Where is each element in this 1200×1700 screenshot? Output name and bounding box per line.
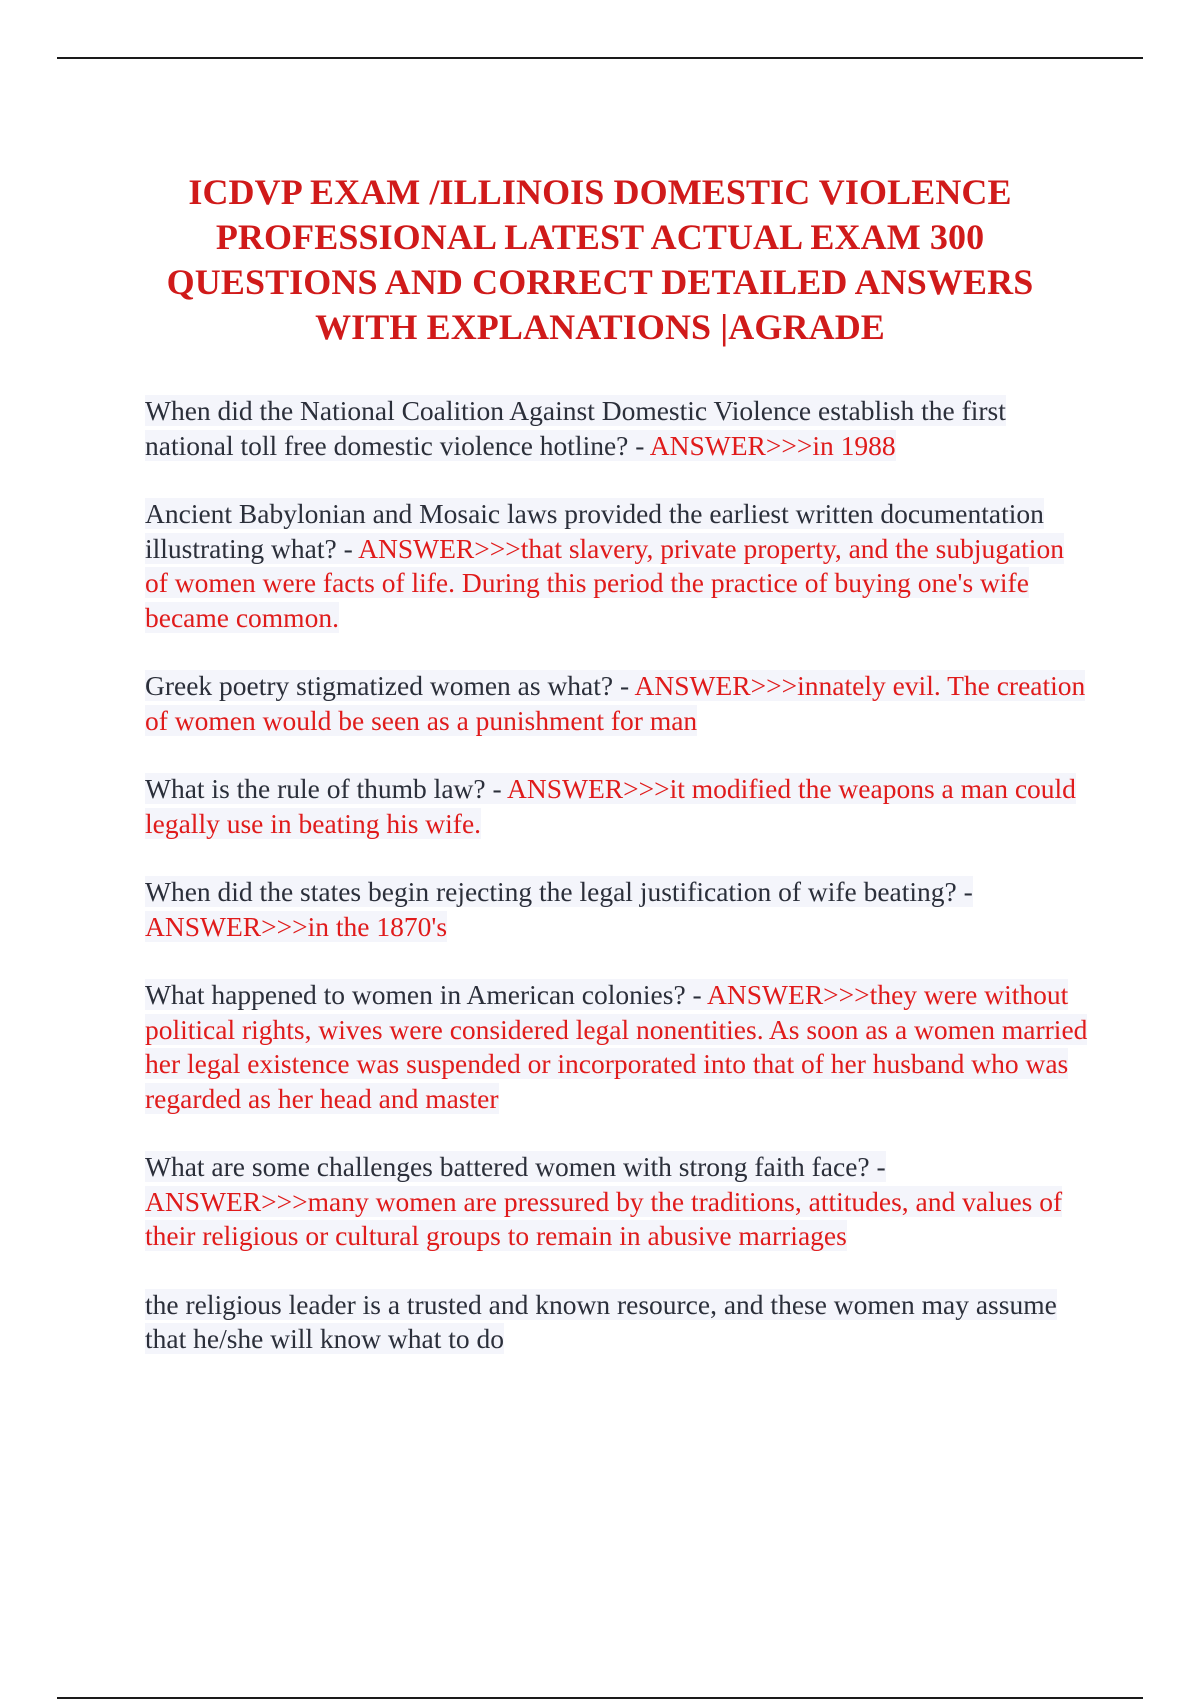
answer-text: ANSWER>>>in 1988	[649, 429, 896, 461]
question-text: What are some challenges battered women with strong faith face? -	[145, 1151, 886, 1182]
question-text: When did the states begin rejecting the legal justification of wife beating? -	[145, 876, 973, 907]
answer-text: ANSWER>>>that slavery, private property, and the subjugation of women were facts of life. During this period the practice of buying one's wife became common.	[145, 532, 1064, 633]
top-rule	[57, 57, 1143, 59]
qa-item	[145, 394, 1090, 463]
bottom-rule	[57, 1697, 1143, 1699]
answer-text: ANSWER>>>they were without political rights, wives were considered legal nonentities. As soon as a women married her legal existence was suspended or incorporated into that of her husband who was regarded as her head and master	[145, 979, 1088, 1114]
question-text: What happened to women in American colonies? -	[145, 979, 708, 1010]
answer-text: ANSWER>>>it modified the weapons a man could legally use in beating his wife.	[145, 773, 1076, 839]
answer-text: ANSWER>>>many women are pressured by the traditions, attitudes, and values of their religious or cultural groups to remain in abusive marriages	[145, 1185, 1063, 1251]
qa-item	[145, 978, 1090, 1116]
continuation-text: the religious leader is a trusted and known resource, and these women may assume that he/she will know what to do	[145, 1288, 1057, 1354]
question-text: Greek poetry stigmatized women as what? -	[145, 670, 635, 701]
question-text: When did the National Coalition Against Domestic Violence establish the first national toll free domestic violence hotline? -	[145, 395, 1006, 461]
answer-text: ANSWER>>>in the 1870's	[145, 910, 448, 942]
answer-text: ANSWER>>>innately evil. The creation of women would be seen as a punishment for man	[145, 670, 1086, 736]
question-text: Ancient Babylonian and Mosaic laws provided the earliest written documentation illustrating what? -	[145, 498, 1044, 564]
qa-item	[145, 772, 1090, 841]
qa-item	[145, 669, 1090, 738]
document-title: ICDVP EXAM /ILLINOIS DOMESTIC VIOLENCE PROFESSIONAL LATEST ACTUAL EXAM 300 QUESTIONS AND CORRECT DETAILED ANSWERS WITH EXPLANATIONS |AGRADE	[166, 172, 1034, 348]
qa-item	[145, 1150, 1090, 1254]
qa-item	[145, 875, 1090, 944]
qa-item	[145, 497, 1090, 635]
question-text: What is the rule of thumb law? -	[145, 773, 507, 804]
qa-list	[145, 394, 1090, 1391]
continuation-paragraph	[145, 1288, 1090, 1357]
